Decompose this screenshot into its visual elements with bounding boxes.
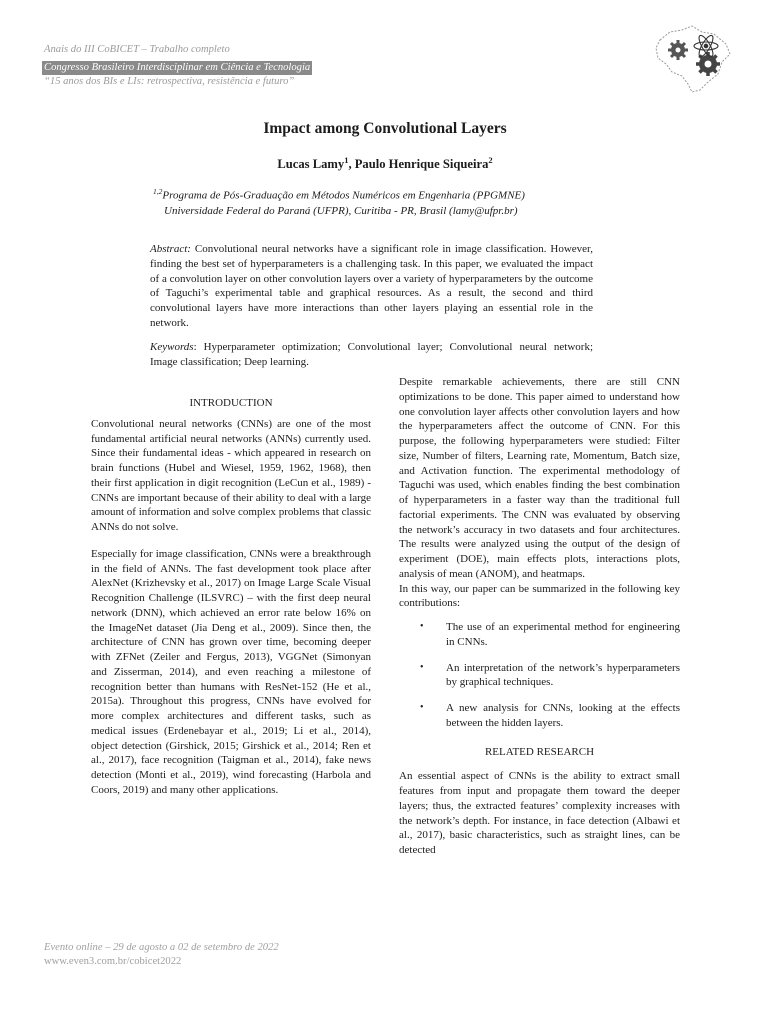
event-header [44,43,384,90]
introduction-heading: INTRODUCTION [189,397,273,409]
keywords [150,340,593,370]
paper-title: Impact among Convolutional Layers [263,120,507,137]
abstract-text: Convolutional neural networks have a significant role in image classification. However, finding the best set of hyperparameters is a challenging task. In this paper, we evaluated the impact of a convolution layer on other convolution layers over a variety of hyperparameters by the outcome of Taguchi’s experimental table and graphical resources. As a result, the second and third convolutional layers have more interactions than other layers playing an essential role in the network. [150,243,593,329]
author-1-affiliation-mark: 1 [344,155,349,165]
authors [0,155,770,172]
keywords-text: : Hyperparameter optimization; Convolutional layer; Convolutional neural network; Image classification; Deep learning. [150,341,593,368]
right-paragraph-1: Despite remarkable achievements, there are still CNN optimizations to be done. This paper aimed to understand how one convolution layer affects other convolution layers and how the hyperparameters affect the outcome of CNN. For this purpose, the following hyperparameters were studied: Filter size, Number of filters, Learning rate, Momentum, Batch size, and Activation function. The experimental methodology of Taguchi was used, which enables finding the best combination of hyperparameters in a faster way than the traditional full factorial experiments. The CNN was evaluated by observing the network’s accuracy in two datasets and four architectures. The results were analyzed using the output of the design of experiment (DOE), main effects plots, interactions plots, analysis of mean (ANOM), and heatmaps. [399,376,680,580]
affiliation-line1: Programa de Pós-Graduação em Métodos Numéricos em Engenharia (PPGMNE) [162,189,525,202]
author-2-affiliation-mark: 2 [488,155,493,165]
bullet-icon: • [420,621,424,632]
affiliation [153,184,623,219]
introduction-paragraph-1: Convolutional neural networks (CNNs) are one of the most fundamental artificial neural networks (ANNs) currently used. Since their fundamental ideas - which appeared in research on brain functions (Hubel and Wiesel, 1959, 1962, 1968), then their first application in digit recognition (LeCun et al., 1989) - CNNs are important because of their ability to deal with a large amount of information and solve complex problems that classic ANNs do not solve. [91,417,371,533]
list-item: • The use of an experimental method for engineering in CNNs. [420,621,680,648]
related-research-paragraph: An essential aspect of CNNs is the ability to extract small features from input and propagate them toward the deeper layers; thus, the extracted features’ complexity increases with the network’s depth. For instance, in face detection (Albawi et al., 2017), basic characteristics, such as straight lines, can be detected [399,770,680,856]
event-dates: Evento online – 29 de agosto a 02 de setembro de 2022 [44,942,279,953]
event-header-line3: “15 anos dos BIs e LIs: retrospectiva, resistência e futuro” [44,76,295,88]
event-footer [44,941,279,969]
list-item: • An interpretation of the network’s hyperparameters by graphical techniques. [420,661,680,689]
event-header-line1: Anais do III CoBICET – Trabalho completo [44,44,230,55]
abstract [150,242,593,331]
introduction-paragraph-2: Especially for image classification, CNNs were a breakthrough in the field of ANNs. The fast development took place after AlexNet (Krizhevsky et al., 2017) on Image Large Scale Visual Recognition Challenge (ILSVRC) – with the first deep neural network (DNN), which achieved an error rate below 16% on the ImageNet dataset (Jia Deng et al., 2009). Since then, the architecture of CNN has grown over time, becoming deeper with ZFNet (Zeiler and Fergus, 2013), VGGNet (Simonyan and Zisserman, 2014), and even reaching a milestone of recognition better than humans with ResNet-152 (He et al., 2015a). Throughout this progress, CNNs have evolved for more complex architectures and different tasks, such as medical issues (Erdenebayar et al., 2019; Li et al., 2014), object detection (Girshick, 2015; Girshick et al., 2014; Ren et al., 2017), face recognition (Taigman et al., 2014), fake news detection (Monti et al., 2019), wind forecasting (Harbola and Coors, 2019) and many other applications. [91,547,371,796]
brazil-map-gears-atom-logo [648,18,736,98]
right-column [399,375,680,858]
list-item: • A new analysis for CNNs, looking at the effects between the hidden layers. [420,702,680,729]
left-column [91,396,371,798]
bullet-icon: • [420,702,424,713]
author-1: Lucas Lamy [277,157,345,172]
affiliation-line2: Universidade Federal do Paraná (UFPR), Curitiba - PR, Brasil (lamy@ufpr.br) [164,204,518,217]
event-header-line2: Congresso Brasileiro Interdisciplinar em Ciência e Tecnologia [42,61,312,75]
keywords-label: Keywords [150,341,194,353]
bullet-icon: • [420,661,424,673]
contributions-list [399,620,680,731]
affiliation-mark: 1,2 [153,187,163,196]
related-research-heading: RELATED RESEARCH [484,745,595,758]
abstract-label: Abstract: [150,243,191,255]
right-paragraph-2: In this way, our paper can be summarized in the following key contributions: [399,582,680,610]
author-separator: , [348,157,355,172]
event-url[interactable]: www.even3.com.br/cobicet2022 [44,956,182,967]
author-2: Paulo Henrique Siqueira [354,157,489,172]
